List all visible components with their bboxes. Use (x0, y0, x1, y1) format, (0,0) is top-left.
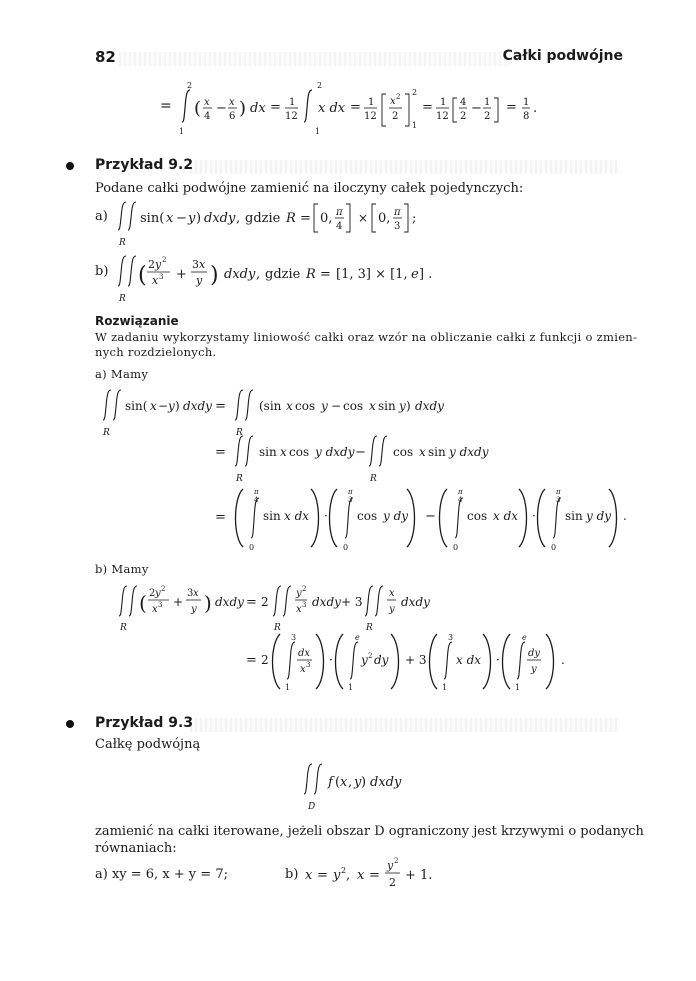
svg-text:2: 2 (396, 93, 401, 101)
svg-text:R: R (119, 238, 126, 248)
svg-text:dy: dy (528, 648, 541, 659)
example-9-3-title: Przykład 9.3 (95, 715, 194, 731)
svg-text:sin: sin (263, 509, 281, 523)
svg-text:2: 2 (261, 653, 269, 667)
svg-text:−: − (355, 445, 366, 460)
svg-text:dxdy: dxdy (204, 211, 236, 226)
svg-text:−: − (216, 101, 227, 116)
svg-text:2: 2 (161, 585, 166, 593)
svg-text:.: . (623, 509, 627, 523)
svg-text:=: = (215, 399, 226, 414)
svg-text:D: D (308, 802, 316, 812)
example-9-3-item-a: a) xy = 6, x + y = 7; (95, 867, 228, 882)
svg-text:3: 3 (302, 601, 307, 609)
svg-text:): ) (196, 211, 202, 226)
svg-text:.: . (561, 653, 565, 667)
svg-text:0,: 0, (320, 211, 333, 226)
svg-text:2: 2 (412, 88, 418, 97)
svg-text:12: 12 (436, 111, 449, 122)
svg-text:y: y (321, 399, 328, 413)
svg-text:y: y (389, 604, 395, 615)
svg-text:R: R (119, 294, 126, 304)
svg-text:x: x (152, 604, 158, 615)
svg-text:3: 3 (348, 496, 353, 504)
svg-text:(: ( (194, 98, 202, 119)
svg-text:cos: cos (393, 445, 414, 459)
solution-text-line-1: W zadaniu wykorzystamy liniowość całki oraz wzór na obliczanie całki z funkcji o zmien- (95, 330, 638, 344)
svg-text:): ) (361, 775, 367, 790)
svg-text:=: = (506, 100, 517, 115)
svg-text:12: 12 (285, 111, 298, 122)
svg-text:(: ( (138, 263, 147, 288)
svg-text:2: 2 (368, 652, 373, 660)
svg-text:y: y (155, 258, 162, 271)
svg-text:=: = (160, 98, 172, 114)
svg-text:y: y (399, 399, 406, 413)
heading-shading (190, 718, 620, 732)
svg-text:R: R (236, 474, 243, 484)
example-9-3-item-b-formula (305, 852, 455, 892)
svg-text:=: = (422, 100, 433, 115)
svg-text:3: 3 (394, 221, 401, 232)
svg-text:x: x (204, 97, 210, 108)
svg-text:1: 1 (515, 683, 521, 692)
svg-text:1: 1 (179, 127, 185, 136)
svg-text:·: · (532, 509, 536, 523)
svg-text:y: y (188, 211, 196, 226)
svg-text:y: y (296, 588, 302, 599)
svg-text:(: ( (335, 775, 341, 790)
svg-text:y: y (168, 399, 175, 413)
bullet-icon (66, 162, 74, 170)
example-9-2-title: Przykład 9.2 (95, 157, 194, 173)
svg-text:−: − (471, 101, 482, 116)
svg-text:y: y (354, 775, 362, 790)
svg-text:x dx: x dx (284, 509, 310, 523)
svg-text:=: = (350, 100, 361, 115)
svg-text:dx: dx (298, 648, 311, 659)
svg-text:−: − (331, 399, 342, 413)
svg-text:2: 2 (392, 111, 399, 122)
svg-text:2: 2 (394, 857, 399, 865)
svg-text:8: 8 (523, 111, 530, 122)
svg-text:2: 2 (389, 876, 396, 889)
svg-text:y dy: y dy (586, 509, 612, 523)
svg-text:cos: cos (343, 399, 364, 413)
example-9-3-item-b-label: b) (285, 867, 299, 882)
svg-text:dxdy: dxdy (401, 595, 430, 609)
svg-text:R: R (370, 474, 377, 484)
svg-text:2: 2 (484, 111, 491, 122)
svg-text:=: = (215, 445, 226, 460)
svg-text:1: 1 (442, 683, 448, 692)
svg-text:x: x (286, 399, 293, 413)
svg-text:0: 0 (453, 543, 459, 552)
svg-text:6: 6 (229, 111, 236, 122)
svg-text:,: , (236, 211, 241, 226)
page-header (95, 46, 625, 68)
item-a-formula (114, 196, 444, 250)
svg-text:y: y (191, 604, 197, 615)
svg-text:x: x (193, 588, 199, 599)
svg-text:1: 1 (368, 97, 375, 108)
svg-text:3: 3 (448, 633, 454, 642)
svg-text:y: y (531, 664, 537, 675)
svg-text:e: e (355, 633, 360, 642)
svg-text:2: 2 (460, 111, 467, 122)
svg-text:cos: cos (357, 509, 378, 523)
svg-text:sin: sin (378, 399, 396, 413)
svg-text:x: x (305, 868, 313, 883)
svg-text:e: e (411, 267, 419, 282)
part-a-derivation (95, 386, 635, 556)
svg-text:.: . (533, 101, 538, 116)
svg-text:): ) (210, 263, 219, 288)
svg-text:dxdy: dxdy (370, 775, 402, 790)
svg-text:x: x (296, 604, 302, 615)
double-integral-formula (300, 760, 440, 814)
svg-text:4: 4 (460, 97, 467, 108)
svg-text:=: = (246, 595, 257, 610)
svg-text:3: 3 (556, 496, 561, 504)
svg-text:−: − (176, 211, 187, 226)
svg-text:x: x (280, 445, 287, 459)
svg-text:;: ; (412, 211, 417, 226)
header-shading (119, 52, 510, 66)
svg-text:3: 3 (159, 273, 164, 281)
svg-text:): ) (239, 98, 247, 119)
svg-text:·: · (496, 653, 500, 667)
svg-text:sin: sin (565, 509, 583, 523)
svg-text:y dy: y dy (383, 509, 409, 523)
svg-text:y: y (361, 653, 368, 667)
svg-text:1: 1 (315, 127, 321, 136)
svg-text:+: + (176, 267, 187, 282)
svg-text:1: 1 (484, 97, 491, 108)
svg-text:,: , (346, 868, 351, 883)
svg-text:y: y (196, 274, 203, 287)
svg-text:x: x (150, 399, 157, 413)
part-b-derivation (115, 578, 625, 692)
svg-text:3: 3 (291, 633, 297, 642)
svg-text:sin(: sin( (140, 211, 165, 226)
svg-text:): ) (406, 399, 411, 413)
svg-text:=: = (320, 267, 331, 282)
svg-text:R: R (366, 623, 373, 633)
svg-text:): ) (175, 399, 180, 413)
svg-text:4: 4 (458, 496, 463, 504)
svg-text:1: 1 (412, 121, 418, 130)
svg-text:x: x (340, 775, 348, 790)
svg-text:4: 4 (204, 111, 211, 122)
svg-text:[1, 3] × [1,: [1, 3] × [1, (336, 267, 408, 282)
svg-text:x: x (300, 664, 306, 675)
example-9-3-text-line-1: zamienić na całki iterowane, jeżeli obszar D ograniczony jest krzywymi o podanych (95, 824, 644, 839)
svg-text:=: = (215, 510, 226, 525)
svg-text:+ 3: + 3 (341, 595, 363, 609)
svg-text:2: 2 (302, 585, 307, 593)
svg-text:(: ( (139, 591, 147, 615)
item-a-label: a) (95, 209, 108, 224)
svg-text:π: π (556, 488, 561, 496)
svg-text:=: = (369, 868, 380, 883)
svg-text:x: x (166, 211, 174, 226)
svg-text:x: x (229, 97, 235, 108)
svg-text:π: π (254, 488, 259, 496)
svg-text:π: π (458, 488, 463, 496)
svg-text:R: R (236, 428, 243, 438)
svg-text:dxdy: dxdy (312, 595, 341, 609)
svg-text:1: 1 (523, 97, 530, 108)
svg-text:−: − (158, 399, 169, 413)
svg-text:R: R (306, 267, 316, 282)
svg-text:dxdy: dxdy (415, 399, 444, 413)
svg-text:0: 0 (551, 543, 557, 552)
svg-text:3: 3 (158, 601, 163, 609)
item-b-formula (114, 248, 444, 306)
svg-text:y: y (155, 588, 161, 599)
svg-text:4: 4 (254, 496, 259, 504)
svg-text:sin: sin (259, 445, 277, 459)
svg-text:+ 3: + 3 (405, 653, 427, 667)
svg-text:−: − (425, 509, 436, 524)
svg-text:x: x (389, 588, 395, 599)
svg-text:2: 2 (148, 258, 155, 271)
solution-title: Rozwiązanie (95, 314, 179, 328)
example-9-3-text-line-2: równaniach: (95, 841, 177, 856)
svg-text:,: , (348, 775, 353, 790)
svg-text:3: 3 (306, 661, 311, 669)
page-number: 82 (95, 48, 116, 66)
running-title: Całki podwójne (502, 48, 623, 64)
svg-text:] .: ] . (419, 267, 433, 282)
svg-text:2: 2 (261, 595, 269, 609)
svg-text:2: 2 (317, 81, 323, 90)
svg-text:x: x (390, 96, 396, 107)
svg-text:y: y (387, 859, 394, 872)
svg-text:2: 2 (149, 588, 156, 599)
svg-text:): ) (204, 591, 212, 615)
svg-text:dy: dy (374, 653, 389, 667)
svg-text:,: , (256, 267, 261, 282)
svg-text:2: 2 (187, 81, 193, 90)
svg-text:cos: cos (289, 445, 310, 459)
svg-text:×: × (358, 211, 369, 225)
svg-text:3: 3 (187, 588, 194, 599)
svg-text:π: π (348, 488, 353, 496)
svg-text:x dx: x dx (456, 653, 482, 667)
svg-text:=: = (317, 868, 328, 883)
svg-text:12: 12 (364, 111, 377, 122)
svg-text:x dx: x dx (493, 509, 519, 523)
svg-text:0,: 0, (378, 211, 391, 226)
svg-text:x: x (357, 868, 365, 883)
svg-text:0: 0 (343, 543, 349, 552)
part-b-intro: b) Mamy (95, 562, 149, 576)
part-a-intro: a) Mamy (95, 367, 149, 381)
svg-text:x: x (369, 399, 376, 413)
svg-text:R: R (286, 211, 296, 226)
svg-text:4: 4 (336, 221, 343, 232)
svg-text:x dx: x dx (318, 101, 346, 116)
svg-text:1: 1 (440, 97, 447, 108)
svg-text:+ 1.: + 1. (405, 868, 433, 883)
svg-text:cos: cos (295, 399, 316, 413)
svg-text:dxdy: dxdy (183, 399, 212, 413)
svg-text:+: + (173, 595, 184, 609)
svg-text:1: 1 (285, 683, 291, 692)
svg-text:R: R (274, 623, 281, 633)
svg-text:x: x (199, 258, 206, 271)
svg-text:1: 1 (289, 97, 296, 108)
svg-text:f: f (328, 775, 333, 790)
svg-text:y: y (333, 868, 341, 883)
svg-text:e: e (522, 633, 527, 642)
svg-text:R: R (103, 428, 110, 438)
example-9-2-instruction: Podane całki podwójne zamienić na iloczyny całek pojedynczych: (95, 181, 524, 196)
svg-text:3: 3 (192, 258, 199, 271)
svg-text:π: π (336, 207, 343, 218)
solution-text-line-2: nych rozdzielonych. (95, 345, 217, 359)
example-9-3-intro: Całkę podwójną (95, 737, 201, 752)
item-a-where: gdzie (245, 211, 281, 226)
svg-text:0: 0 (249, 543, 255, 552)
svg-text:1: 1 (348, 683, 354, 692)
svg-text:=: = (246, 653, 257, 668)
svg-text:2: 2 (341, 866, 347, 875)
svg-text:y dxdy: y dxdy (449, 445, 489, 459)
svg-text:=: = (270, 100, 281, 115)
svg-text:x: x (152, 274, 159, 287)
svg-text:sin: sin (428, 445, 446, 459)
svg-text:·: · (329, 653, 333, 667)
item-b-label: b) (95, 264, 109, 279)
svg-text:y dxdy: y dxdy (315, 445, 355, 459)
bullet-icon (66, 720, 74, 728)
continuation-equation (160, 78, 580, 140)
svg-text:dxdy: dxdy (215, 595, 244, 609)
svg-text:=: = (300, 211, 311, 226)
svg-text:(sin: (sin (259, 399, 282, 413)
svg-text:dxdy: dxdy (224, 267, 256, 282)
item-b-where: gdzie (265, 267, 301, 282)
svg-text:π: π (394, 207, 401, 218)
svg-text:R: R (120, 623, 127, 633)
svg-text:·: · (324, 509, 328, 523)
svg-text:cos: cos (467, 509, 488, 523)
svg-text:2: 2 (162, 256, 167, 264)
svg-text:x: x (419, 445, 426, 459)
svg-text:sin(: sin( (125, 399, 148, 413)
svg-text:dx: dx (250, 101, 266, 116)
heading-shading (190, 160, 620, 174)
